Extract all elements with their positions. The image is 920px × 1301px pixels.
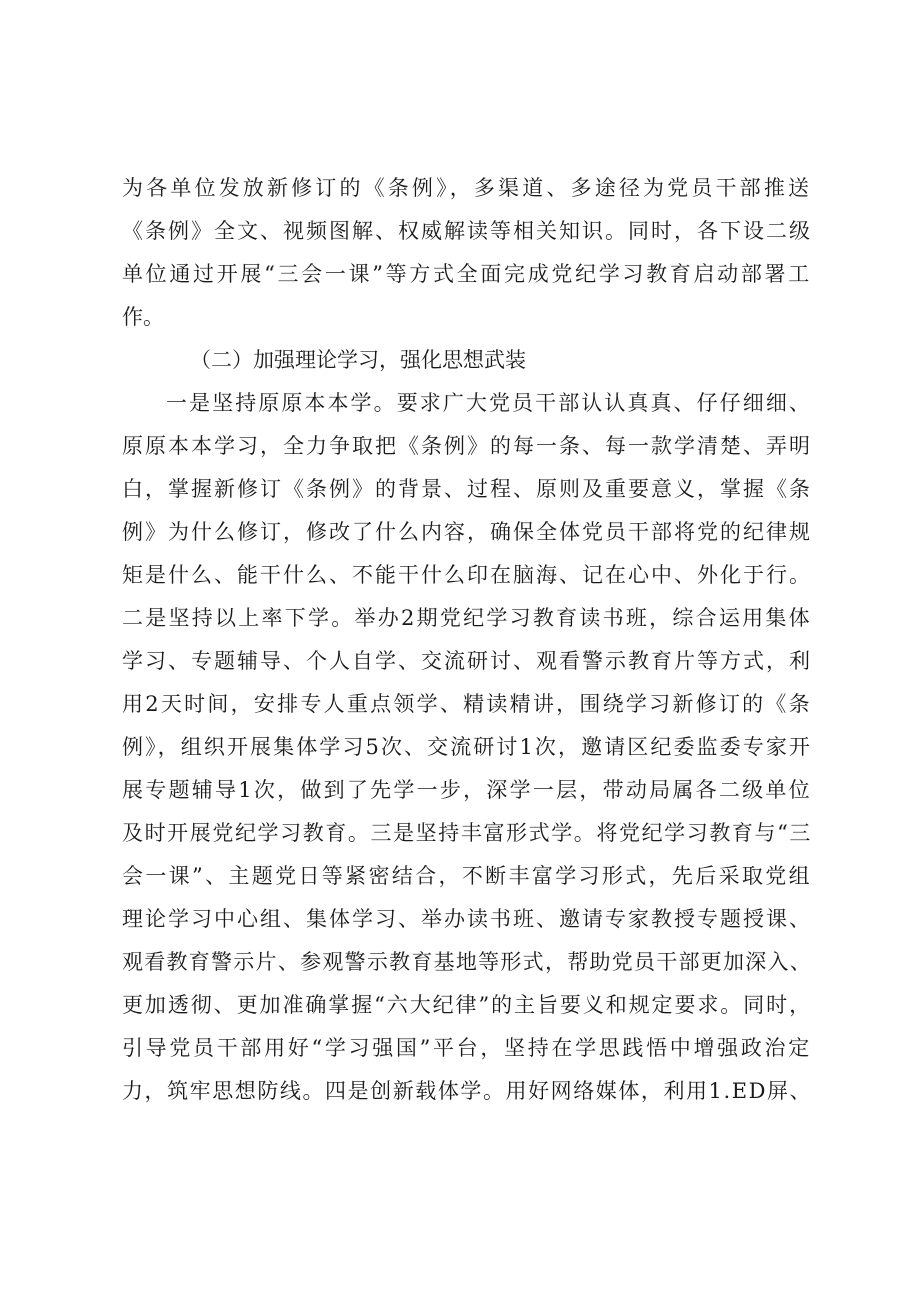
paragraph-line: 白，掌握新修订《条例》的背景、过程、原则及重要意义，掌握《条 bbox=[122, 477, 812, 501]
paragraph-line: 例》为什么修订，修改了什么内容，确保全体党员干部将党的纪律规 bbox=[122, 520, 812, 544]
paragraph-line: 为各单位发放新修订的《条例》，多渠道、多途径为党员干部推送 bbox=[122, 176, 813, 200]
paragraph-line: 用2天时间，安排专人重点领学、精读精讲，围绕学习新修订的《条 bbox=[122, 692, 812, 716]
document-body bbox=[122, 167, 812, 1113]
paragraph-line: 更加透彻、更加准确掌握“六大纪律”的主旨要义和规定要求。同时， bbox=[122, 993, 812, 1017]
paragraph-line: 引导党员干部用好“学习强国”平台，坚持在学思践悟中增强政治定 bbox=[122, 1036, 812, 1060]
section-heading: （二）加强理论学习，强化思想武装 bbox=[190, 348, 526, 372]
paragraph-line: 展专题辅导1次，做到了先学一步，深学一层，带动局属各二级单位 bbox=[122, 778, 812, 802]
paragraph-line: 原原本本学习，全力争取把《条例》的每一条、每一款学清楚、弄明 bbox=[122, 434, 812, 458]
paragraph-line: 力，筑牢思想防线。四是创新载体学。用好网络媒体，利用1.ED屏、 bbox=[122, 1079, 813, 1103]
paragraph-line: 理论学习中心组、集体学习、举办读书班、邀请专家教授专题授课、 bbox=[122, 907, 812, 931]
paragraph-line: 单位通过开展“三会一课”等方式全面完成党纪学习教育启动部署工 bbox=[122, 262, 812, 286]
paragraph-line: 二是坚持以上率下学。举办2期党纪学习教育读书班，综合运用集体 bbox=[122, 606, 812, 630]
paragraph-line: 及时开展党纪学习教育。三是坚持丰富形式学。将党纪学习教育与“三 bbox=[122, 821, 813, 845]
paragraph-line: 学习、专题辅导、个人自学、交流研讨、观看警示教育片等方式，利 bbox=[122, 649, 812, 673]
paragraph-line: 观看教育警示片、参观警示教育基地等形式，帮助党员干部更加深入、 bbox=[122, 950, 813, 974]
paragraph-line: 会一课”、主题党日等紧密结合，不断丰富学习形式，先后采取党组 bbox=[122, 864, 812, 888]
paragraph-line: 作。 bbox=[122, 305, 164, 329]
paragraph-line: 《条例》全文、视频图解、权威解读等相关知识。同时，各下设二级 bbox=[122, 219, 812, 243]
paragraph-line: 例》，组织开展集体学习5次、交流研讨1次，邀请区纪委监委专家开 bbox=[122, 735, 813, 759]
paragraph-line: 矩是什么、能干什么、不能干什么印在脑海、记在心中、外化于行。 bbox=[122, 563, 812, 587]
paragraph-line: 一是坚持原原本本学。要求广大党员干部认认真真、仔仔细细、 bbox=[166, 391, 812, 415]
